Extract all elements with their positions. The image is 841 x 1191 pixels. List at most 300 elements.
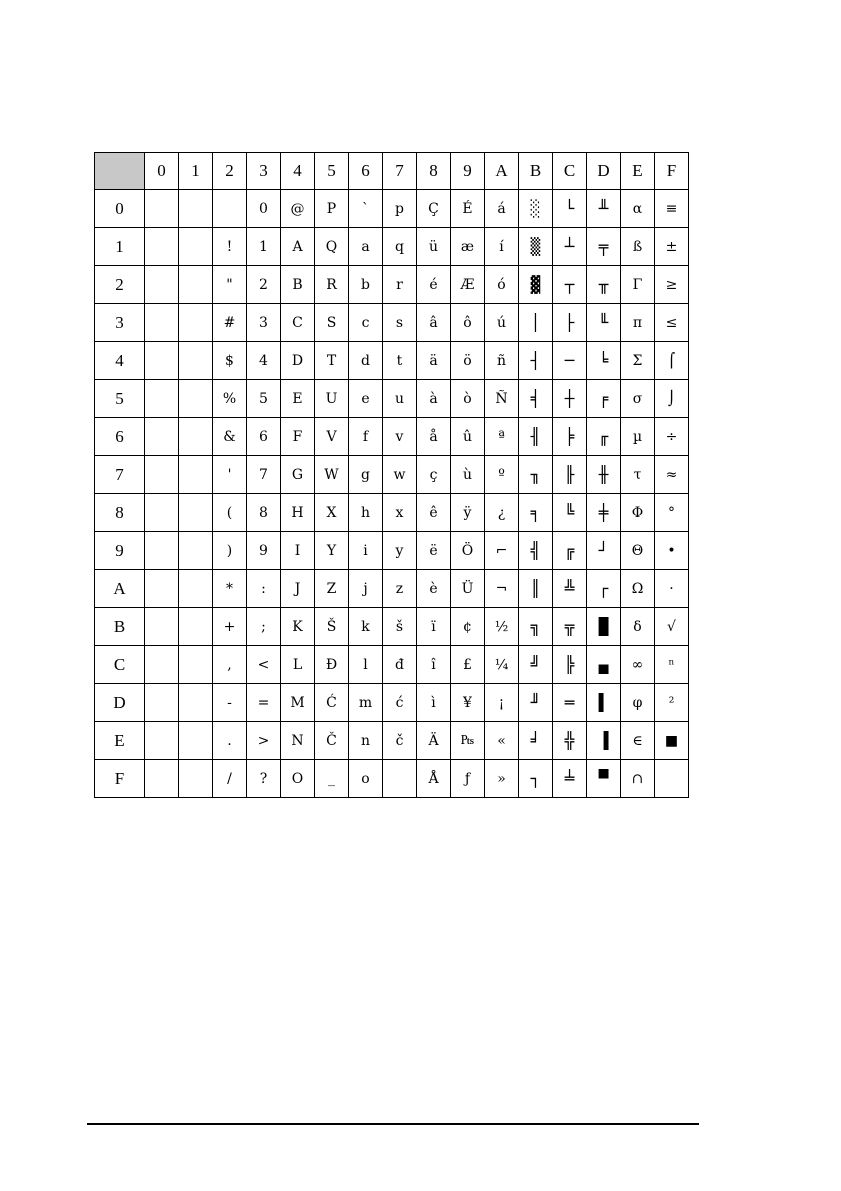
column-header: A <box>485 153 519 190</box>
table-cell: * <box>213 570 247 608</box>
table-cell: 7 <box>247 456 281 494</box>
table-cell: K <box>281 608 315 646</box>
table-cell: h <box>349 494 383 532</box>
table-row <box>95 304 689 342</box>
table-cell: X <box>315 494 349 532</box>
table-cell: a <box>349 228 383 266</box>
table-cell <box>383 760 417 798</box>
table-cell: ? <box>247 760 281 798</box>
table-cell: Ω <box>621 570 655 608</box>
table-cell: ⌐ <box>485 532 519 570</box>
table-cell: ß <box>621 228 655 266</box>
table-cell: N <box>281 722 315 760</box>
table-cell: B <box>281 266 315 304</box>
table-cell: c <box>349 304 383 342</box>
table-cell: ┴ <box>553 228 587 266</box>
table-cell: ╛ <box>519 722 553 760</box>
column-header: E <box>621 153 655 190</box>
table-cell: ô <box>451 304 485 342</box>
table-cell: ∩ <box>621 760 655 798</box>
column-header: 2 <box>213 153 247 190</box>
table-cell: ╚ <box>553 494 587 532</box>
table-cell: 5 <box>247 380 281 418</box>
column-header: 8 <box>417 153 451 190</box>
table-cell: Γ <box>621 266 655 304</box>
table-cell: ╒ <box>587 380 621 418</box>
table-cell: 3 <box>247 304 281 342</box>
table-cell <box>179 494 213 532</box>
table-cell <box>179 228 213 266</box>
column-header: 6 <box>349 153 383 190</box>
table-cell: Y <box>315 532 349 570</box>
table-cell <box>179 684 213 722</box>
table-cell: . <box>213 722 247 760</box>
table-cell: ù <box>451 456 485 494</box>
table-row <box>95 608 689 646</box>
table-cell: ² <box>655 684 689 722</box>
table-cell: ╫ <box>587 456 621 494</box>
table-cell: ╖ <box>519 456 553 494</box>
column-header: 4 <box>281 153 315 190</box>
table-cell: ╙ <box>587 304 621 342</box>
code-table-grid <box>94 152 689 798</box>
column-header-row <box>95 153 689 190</box>
table-cell: ■ <box>655 722 689 760</box>
table-cell <box>145 646 179 684</box>
table-cell: ¡ <box>485 684 519 722</box>
table-cell: R <box>315 266 349 304</box>
row-header: 0 <box>95 190 145 228</box>
table-cell: ░ <box>519 190 553 228</box>
table-cell: ¬ <box>485 570 519 608</box>
table-cell: ╠ <box>553 646 587 684</box>
table-cell: ¼ <box>485 646 519 684</box>
table-cell: é <box>417 266 451 304</box>
table-cell: Ć <box>315 684 349 722</box>
table-cell: Q <box>315 228 349 266</box>
table-row <box>95 342 689 380</box>
table-cell <box>179 342 213 380</box>
table-cell <box>145 570 179 608</box>
table-cell: č <box>383 722 417 760</box>
table-cell: _ <box>315 760 349 798</box>
table-cell <box>145 722 179 760</box>
row-header: 1 <box>95 228 145 266</box>
table-cell: 2 <box>247 266 281 304</box>
table-cell: │ <box>519 304 553 342</box>
table-cell <box>179 570 213 608</box>
table-cell <box>179 722 213 760</box>
table-cell: æ <box>451 228 485 266</box>
table-cell: Ç <box>417 190 451 228</box>
table-cell: b <box>349 266 383 304</box>
table-cell: v <box>383 418 417 456</box>
table-cell: i <box>349 532 383 570</box>
table-cell: ÷ <box>655 418 689 456</box>
table-cell: û <box>451 418 485 456</box>
table-cell: 0 <box>247 190 281 228</box>
table-cell: Č <box>315 722 349 760</box>
table-cell: ° <box>655 494 689 532</box>
table-cell <box>179 266 213 304</box>
table-cell: ) <box>213 532 247 570</box>
table-cell: M <box>281 684 315 722</box>
table-cell: ▄ <box>587 646 621 684</box>
table-cell <box>145 494 179 532</box>
table-cell: 1 <box>247 228 281 266</box>
table-cell: ⌡ <box>655 380 689 418</box>
table-cell: < <box>247 646 281 684</box>
column-header: C <box>553 153 587 190</box>
table-row <box>95 228 689 266</box>
table-cell: @ <box>281 190 315 228</box>
table-cell: ┬ <box>553 266 587 304</box>
table-cell: P <box>315 190 349 228</box>
table-cell: I <box>281 532 315 570</box>
table-cell: ë <box>417 532 451 570</box>
table-cell <box>145 608 179 646</box>
table-cell: x <box>383 494 417 532</box>
table-cell: S <box>315 304 349 342</box>
table-cell: ─ <box>553 342 587 380</box>
table-cell: o <box>349 760 383 798</box>
table-cell: $ <box>213 342 247 380</box>
table-cell: ╩ <box>553 570 587 608</box>
table-cell <box>179 418 213 456</box>
table-cell: ╦ <box>553 608 587 646</box>
table-cell: ± <box>655 228 689 266</box>
table-cell: ! <box>213 228 247 266</box>
column-header: F <box>655 153 689 190</box>
table-cell: D <box>281 342 315 380</box>
table-row <box>95 646 689 684</box>
table-cell: ╪ <box>587 494 621 532</box>
table-cell: à <box>417 380 451 418</box>
row-header: 6 <box>95 418 145 456</box>
table-row <box>95 570 689 608</box>
table-cell: w <box>383 456 417 494</box>
table-cell: ¥ <box>451 684 485 722</box>
table-cell: F <box>281 418 315 456</box>
table-cell: ö <box>451 342 485 380</box>
table-cell: • <box>655 532 689 570</box>
table-cell: ╬ <box>553 722 587 760</box>
table-cell: ( <box>213 494 247 532</box>
table-cell: └ <box>553 190 587 228</box>
column-header: B <box>519 153 553 190</box>
table-cell: µ <box>621 418 655 456</box>
table-cell: q <box>383 228 417 266</box>
table-cell: ÿ <box>451 494 485 532</box>
table-cell: ╝ <box>519 646 553 684</box>
footer-rule <box>87 1123 699 1125</box>
row-header: 8 <box>95 494 145 532</box>
table-cell: σ <box>621 380 655 418</box>
table-cell: ≈ <box>655 456 689 494</box>
table-cell: á <box>485 190 519 228</box>
table-row <box>95 494 689 532</box>
table-row <box>95 760 689 798</box>
table-cell: ç <box>417 456 451 494</box>
table-row <box>95 532 689 570</box>
table-cell: : <box>247 570 281 608</box>
table-cell: z <box>383 570 417 608</box>
table-cell <box>179 304 213 342</box>
table-cell <box>145 228 179 266</box>
table-cell: ╟ <box>553 456 587 494</box>
table-cell: L <box>281 646 315 684</box>
table-cell <box>145 456 179 494</box>
row-header: C <box>95 646 145 684</box>
table-cell: p <box>383 190 417 228</box>
table-cell: " <box>213 266 247 304</box>
table-cell <box>179 646 213 684</box>
table-cell: ¢ <box>451 608 485 646</box>
table-cell <box>145 532 179 570</box>
table-cell: ┐ <box>519 760 553 798</box>
table-cell: ú <box>485 304 519 342</box>
table-cell <box>145 266 179 304</box>
row-header: 2 <box>95 266 145 304</box>
table-cell: f <box>349 418 383 456</box>
column-header: 3 <box>247 153 281 190</box>
table-cell: j <box>349 570 383 608</box>
table-cell <box>213 190 247 228</box>
table-cell: ∈ <box>621 722 655 760</box>
table-cell: Φ <box>621 494 655 532</box>
table-cell: ▐ <box>587 722 621 760</box>
table-cell: 8 <box>247 494 281 532</box>
table-cell: ½ <box>485 608 519 646</box>
table-cell: C <box>281 304 315 342</box>
table-cell: A <box>281 228 315 266</box>
table-cell: ╤ <box>587 228 621 266</box>
table-cell <box>145 190 179 228</box>
table-cell: ≤ <box>655 304 689 342</box>
table-cell: √ <box>655 608 689 646</box>
table-cell: Z <box>315 570 349 608</box>
table-cell: ╨ <box>587 190 621 228</box>
table-cell: & <box>213 418 247 456</box>
row-header: 9 <box>95 532 145 570</box>
row-header: 7 <box>95 456 145 494</box>
table-cell <box>179 380 213 418</box>
table-body <box>95 190 689 798</box>
table-cell: ï <box>417 608 451 646</box>
table-cell: n <box>349 722 383 760</box>
table-cell <box>179 456 213 494</box>
table-cell: Ä <box>417 722 451 760</box>
table-corner <box>95 153 145 190</box>
table-cell: ╡ <box>519 380 553 418</box>
table-cell: e <box>349 380 383 418</box>
table-cell: d <box>349 342 383 380</box>
table-cell: █ <box>587 608 621 646</box>
table-cell: Ñ <box>485 380 519 418</box>
table-cell: ┘ <box>587 532 621 570</box>
table-cell: ì <box>417 684 451 722</box>
table-cell: φ <box>621 684 655 722</box>
table-cell: · <box>655 570 689 608</box>
table-cell: è <box>417 570 451 608</box>
row-header: 5 <box>95 380 145 418</box>
table-cell: ò <box>451 380 485 418</box>
table-cell: = <box>247 684 281 722</box>
table-cell: ₧ <box>451 722 485 760</box>
row-header: A <box>95 570 145 608</box>
table-cell: E <box>281 380 315 418</box>
table-cell <box>145 304 179 342</box>
table-cell <box>655 760 689 798</box>
row-header: E <box>95 722 145 760</box>
table-row <box>95 190 689 228</box>
table-cell: U <box>315 380 349 418</box>
table-cell: y <box>383 532 417 570</box>
table-cell: ╘ <box>587 342 621 380</box>
table-cell: ═ <box>553 684 587 722</box>
table-cell: G <box>281 456 315 494</box>
table-cell: J <box>281 570 315 608</box>
table-cell: º <box>485 456 519 494</box>
table-row <box>95 418 689 456</box>
table-cell: « <box>485 722 519 760</box>
table-cell <box>145 418 179 456</box>
table-cell: Ü <box>451 570 485 608</box>
table-cell: ≡ <box>655 190 689 228</box>
column-header: 9 <box>451 153 485 190</box>
table-cell: ╜ <box>519 684 553 722</box>
table-row <box>95 722 689 760</box>
table-cell: O <box>281 760 315 798</box>
row-header: F <box>95 760 145 798</box>
table-cell: T <box>315 342 349 380</box>
table-cell: ª <box>485 418 519 456</box>
table-cell: δ <box>621 608 655 646</box>
table-cell: å <box>417 418 451 456</box>
table-cell: ê <box>417 494 451 532</box>
table-cell: α <box>621 190 655 228</box>
table-cell <box>179 190 213 228</box>
table-cell: V <box>315 418 349 456</box>
table-cell: ╕ <box>519 494 553 532</box>
table-cell: ñ <box>485 342 519 380</box>
table-cell: H <box>281 494 315 532</box>
table-row <box>95 266 689 304</box>
table-cell: ┤ <box>519 342 553 380</box>
table-cell: ` <box>349 190 383 228</box>
table-cell: Σ <box>621 342 655 380</box>
table-cell: ╧ <box>553 760 587 798</box>
table-cell: - <box>213 684 247 722</box>
table-cell: t <box>383 342 417 380</box>
table-cell: £ <box>451 646 485 684</box>
table-cell: ä <box>417 342 451 380</box>
table-cell: ⁿ <box>655 646 689 684</box>
table-row <box>95 684 689 722</box>
table-cell <box>179 608 213 646</box>
row-header: B <box>95 608 145 646</box>
table-cell: > <box>247 722 281 760</box>
table-cell: ╔ <box>553 532 587 570</box>
table-cell: ╓ <box>587 418 621 456</box>
table-cell: s <box>383 304 417 342</box>
table-cell: g <box>349 456 383 494</box>
table-cell <box>145 760 179 798</box>
column-header: 0 <box>145 153 179 190</box>
column-header: 7 <box>383 153 417 190</box>
table-cell: 6 <box>247 418 281 456</box>
table-cell: / <box>213 760 247 798</box>
table-cell: ╞ <box>553 418 587 456</box>
table-cell: ó <box>485 266 519 304</box>
table-cell: m <box>349 684 383 722</box>
table-cell: W <box>315 456 349 494</box>
table-cell: Š <box>315 608 349 646</box>
table-cell: ▓ <box>519 266 553 304</box>
table-cell: τ <box>621 456 655 494</box>
table-cell: É <box>451 190 485 228</box>
table-cell: ' <box>213 456 247 494</box>
column-header: D <box>587 153 621 190</box>
table-cell: ╣ <box>519 532 553 570</box>
table-cell: ╗ <box>519 608 553 646</box>
table-cell: ┼ <box>553 380 587 418</box>
table-cell: ; <box>247 608 281 646</box>
table-cell: ü <box>417 228 451 266</box>
table-cell: 9 <box>247 532 281 570</box>
table-cell: , <box>213 646 247 684</box>
table-cell <box>145 684 179 722</box>
table-cell: k <box>349 608 383 646</box>
table-cell: ⌠ <box>655 342 689 380</box>
table-cell: ▀ <box>587 760 621 798</box>
table-cell: â <box>417 304 451 342</box>
character-code-table <box>94 152 689 798</box>
column-header: 1 <box>179 153 213 190</box>
table-cell: í <box>485 228 519 266</box>
table-cell <box>179 760 213 798</box>
table-cell: ▌ <box>587 684 621 722</box>
table-cell: Đ <box>315 646 349 684</box>
table-cell: î <box>417 646 451 684</box>
table-cell: l <box>349 646 383 684</box>
table-cell: ć <box>383 684 417 722</box>
table-cell: ╢ <box>519 418 553 456</box>
table-cell: ∞ <box>621 646 655 684</box>
table-cell: š <box>383 608 417 646</box>
table-cell: Æ <box>451 266 485 304</box>
table-cell: % <box>213 380 247 418</box>
table-cell: Å <box>417 760 451 798</box>
table-row <box>95 380 689 418</box>
table-cell: đ <box>383 646 417 684</box>
table-cell: ▒ <box>519 228 553 266</box>
table-cell <box>145 380 179 418</box>
table-cell: r <box>383 266 417 304</box>
table-cell: ƒ <box>451 760 485 798</box>
table-cell: 4 <box>247 342 281 380</box>
table-cell <box>179 532 213 570</box>
table-cell: ┌ <box>587 570 621 608</box>
row-header: D <box>95 684 145 722</box>
table-cell: π <box>621 304 655 342</box>
table-row <box>95 456 689 494</box>
column-header: 5 <box>315 153 349 190</box>
table-cell: ╥ <box>587 266 621 304</box>
table-cell: Θ <box>621 532 655 570</box>
row-header: 3 <box>95 304 145 342</box>
table-cell: ├ <box>553 304 587 342</box>
